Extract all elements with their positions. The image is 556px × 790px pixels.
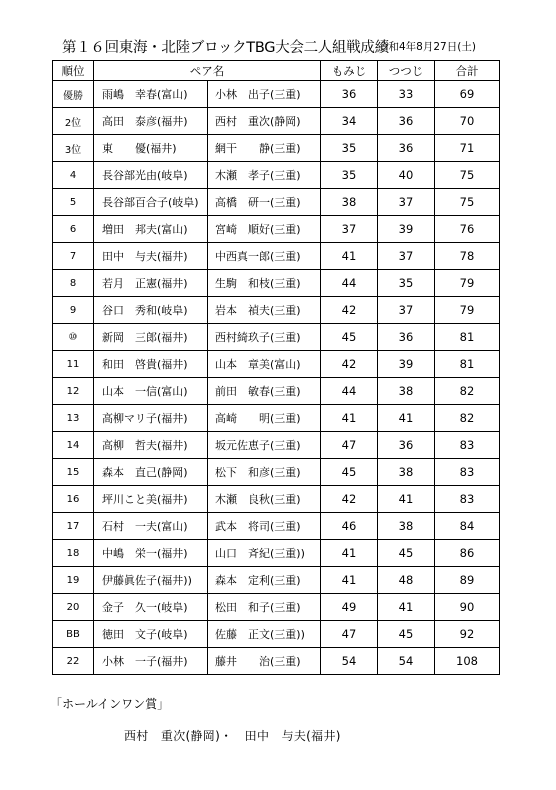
tsutsuji-score-cell: 39 [378, 351, 435, 378]
rank-cell: 19 [53, 567, 94, 594]
tsutsuji-score-cell: 45 [378, 540, 435, 567]
rank-cell: 優勝 [53, 81, 94, 108]
column-header-momiji: もみじ [321, 61, 378, 81]
rank-cell: BB [53, 621, 94, 648]
column-header-tsutsuji: つつじ [378, 61, 435, 81]
player1-cell: 高柳マリ子(福井) [94, 405, 208, 432]
rank-cell: 6 [53, 216, 94, 243]
momiji-score-cell: 34 [321, 108, 378, 135]
results-table [52, 60, 500, 675]
player2-cell: 網干 静(三重) [208, 135, 321, 162]
tsutsuji-score-cell: 40 [378, 162, 435, 189]
rank-cell: 9 [53, 297, 94, 324]
player1-cell: 増田 邦夫(富山) [94, 216, 208, 243]
player1-cell: 坪川こと美(福井) [94, 486, 208, 513]
player1-cell: 田中 与夫(福井) [94, 243, 208, 270]
table-row [53, 270, 500, 297]
table-row [53, 324, 500, 351]
player1-cell: 谷口 秀和(岐阜) [94, 297, 208, 324]
momiji-score-cell: 41 [321, 243, 378, 270]
player1-cell: 高柳 哲夫(福井) [94, 432, 208, 459]
rank-cell: 2位 [53, 108, 94, 135]
rank-cell: 16 [53, 486, 94, 513]
tsutsuji-score-cell: 41 [378, 486, 435, 513]
player2-cell: 岩本 禎夫(三重) [208, 297, 321, 324]
title-row [52, 36, 502, 54]
rank-cell: 7 [53, 243, 94, 270]
table-row [53, 162, 500, 189]
player2-cell: 西村綺玖子(三重) [208, 324, 321, 351]
momiji-score-cell: 44 [321, 378, 378, 405]
player1-cell: 小林 一子(福井) [94, 648, 208, 675]
total-score-cell: 108 [435, 648, 500, 675]
rank-cell: 12 [53, 378, 94, 405]
total-score-cell: 81 [435, 351, 500, 378]
player1-cell: 新岡 三郎(福井) [94, 324, 208, 351]
event-date: 令和4年8月27日(土) [378, 41, 476, 53]
total-score-cell: 89 [435, 567, 500, 594]
momiji-score-cell: 35 [321, 162, 378, 189]
momiji-score-cell: 44 [321, 270, 378, 297]
rank-cell: ⑩ [53, 324, 94, 351]
player1-cell: 長谷部光由(岐阜) [94, 162, 208, 189]
rank-cell: 18 [53, 540, 94, 567]
momiji-score-cell: 42 [321, 297, 378, 324]
total-score-cell: 79 [435, 297, 500, 324]
table-row [53, 297, 500, 324]
player2-cell: 松田 和子(三重) [208, 594, 321, 621]
table-row [53, 135, 500, 162]
player1-cell: 中嶋 栄一(福井) [94, 540, 208, 567]
tsutsuji-score-cell: 36 [378, 432, 435, 459]
hole-in-one-heading: 「ホールインワン賞」 [50, 697, 170, 711]
player2-cell: 坂元佐恵子(三重) [208, 432, 321, 459]
table-row [53, 486, 500, 513]
rank-cell: 15 [53, 459, 94, 486]
rank-cell: 5 [53, 189, 94, 216]
momiji-score-cell: 45 [321, 324, 378, 351]
player1-cell: 雨嶋 幸春(富山) [94, 81, 208, 108]
table-row [53, 432, 500, 459]
player2-cell: 山本 章美(富山) [208, 351, 321, 378]
tsutsuji-score-cell: 36 [378, 108, 435, 135]
player1-cell: 和田 啓貴(福井) [94, 351, 208, 378]
momiji-score-cell: 46 [321, 513, 378, 540]
tsutsuji-score-cell: 35 [378, 270, 435, 297]
tsutsuji-score-cell: 45 [378, 621, 435, 648]
rank-cell: 8 [53, 270, 94, 297]
table-row [53, 621, 500, 648]
total-score-cell: 78 [435, 243, 500, 270]
column-header-total: 合計 [435, 61, 500, 81]
total-score-cell: 84 [435, 513, 500, 540]
momiji-score-cell: 41 [321, 567, 378, 594]
tsutsuji-score-cell: 36 [378, 135, 435, 162]
table-row [53, 81, 500, 108]
table-row [53, 243, 500, 270]
rank-cell: 22 [53, 648, 94, 675]
table-row [53, 216, 500, 243]
total-score-cell: 81 [435, 324, 500, 351]
tsutsuji-score-cell: 41 [378, 594, 435, 621]
momiji-score-cell: 47 [321, 432, 378, 459]
table-row [53, 594, 500, 621]
total-score-cell: 69 [435, 81, 500, 108]
player1-cell: 山本 一信(富山) [94, 378, 208, 405]
player1-cell: 石村 一夫(富山) [94, 513, 208, 540]
table-row [53, 108, 500, 135]
table-row [53, 540, 500, 567]
rank-cell: 4 [53, 162, 94, 189]
page-title: 第１６回東海・北陸ブロックTBG大会二人組戦成績 [62, 40, 389, 56]
table-row [53, 513, 500, 540]
player2-cell: 高橋 研一(三重) [208, 189, 321, 216]
table-row [53, 648, 500, 675]
tsutsuji-score-cell: 37 [378, 189, 435, 216]
momiji-score-cell: 41 [321, 405, 378, 432]
total-score-cell: 83 [435, 486, 500, 513]
momiji-score-cell: 42 [321, 486, 378, 513]
player2-cell: 小林 出子(三重) [208, 81, 321, 108]
player2-cell: 前田 敏春(三重) [208, 378, 321, 405]
rank-cell: 3位 [53, 135, 94, 162]
player1-cell: 高田 泰彦(福井) [94, 108, 208, 135]
player2-cell: 佐藤 正文(三重)) [208, 621, 321, 648]
total-score-cell: 76 [435, 216, 500, 243]
player2-cell: 木瀬 孝子(三重) [208, 162, 321, 189]
player2-cell: 木瀬 良秋(三重) [208, 486, 321, 513]
total-score-cell: 90 [435, 594, 500, 621]
tsutsuji-score-cell: 48 [378, 567, 435, 594]
tsutsuji-score-cell: 38 [378, 513, 435, 540]
total-score-cell: 92 [435, 621, 500, 648]
player2-cell: 中西真一郎(三重) [208, 243, 321, 270]
table-row [53, 459, 500, 486]
momiji-score-cell: 41 [321, 540, 378, 567]
tsutsuji-score-cell: 33 [378, 81, 435, 108]
rank-cell: 14 [53, 432, 94, 459]
player1-cell: 金子 久一(岐阜) [94, 594, 208, 621]
momiji-score-cell: 38 [321, 189, 378, 216]
rank-cell: 20 [53, 594, 94, 621]
rank-cell: 11 [53, 351, 94, 378]
rank-cell: 17 [53, 513, 94, 540]
momiji-score-cell: 42 [321, 351, 378, 378]
player1-cell: 伊藤眞佐子(福井)) [94, 567, 208, 594]
total-score-cell: 75 [435, 189, 500, 216]
tsutsuji-score-cell: 38 [378, 378, 435, 405]
momiji-score-cell: 49 [321, 594, 378, 621]
player2-cell: 生駒 和枝(三重) [208, 270, 321, 297]
tsutsuji-score-cell: 38 [378, 459, 435, 486]
table-row [53, 351, 500, 378]
player2-cell: 宮崎 順好(三重) [208, 216, 321, 243]
table-row [53, 378, 500, 405]
player1-cell: 森本 直己(静岡) [94, 459, 208, 486]
player2-cell: 松下 和彦(三重) [208, 459, 321, 486]
player2-cell: 高崎 明(三重) [208, 405, 321, 432]
rank-cell: 13 [53, 405, 94, 432]
tsutsuji-score-cell: 41 [378, 405, 435, 432]
player1-cell: 徳田 文子(岐阜) [94, 621, 208, 648]
player1-cell: 東 優(福井) [94, 135, 208, 162]
hole-in-one-winners: 西村 重次(静岡)・ 田中 与夫(福井) [124, 729, 341, 743]
tsutsuji-score-cell: 37 [378, 297, 435, 324]
player1-cell: 若月 正憲(福井) [94, 270, 208, 297]
tsutsuji-score-cell: 36 [378, 324, 435, 351]
total-score-cell: 83 [435, 459, 500, 486]
momiji-score-cell: 45 [321, 459, 378, 486]
player2-cell: 森本 定利(三重) [208, 567, 321, 594]
table-row [53, 189, 500, 216]
tsutsuji-score-cell: 39 [378, 216, 435, 243]
player2-cell: 武本 将司(三重) [208, 513, 321, 540]
tsutsuji-score-cell: 37 [378, 243, 435, 270]
total-score-cell: 75 [435, 162, 500, 189]
total-score-cell: 79 [435, 270, 500, 297]
tsutsuji-score-cell: 54 [378, 648, 435, 675]
column-header-pair: ペア名 [94, 61, 321, 81]
player2-cell: 藤井 治(三重) [208, 648, 321, 675]
total-score-cell: 70 [435, 108, 500, 135]
table-header-row [53, 61, 500, 81]
player1-cell: 長谷部百合子(岐阜) [94, 189, 208, 216]
table-row [53, 567, 500, 594]
total-score-cell: 71 [435, 135, 500, 162]
momiji-score-cell: 37 [321, 216, 378, 243]
column-header-rank: 順位 [53, 61, 94, 81]
table-row [53, 405, 500, 432]
total-score-cell: 83 [435, 432, 500, 459]
player2-cell: 山口 斉紀(三重)) [208, 540, 321, 567]
momiji-score-cell: 47 [321, 621, 378, 648]
total-score-cell: 86 [435, 540, 500, 567]
momiji-score-cell: 35 [321, 135, 378, 162]
momiji-score-cell: 54 [321, 648, 378, 675]
player2-cell: 西村 重次(静岡) [208, 108, 321, 135]
total-score-cell: 82 [435, 378, 500, 405]
total-score-cell: 82 [435, 405, 500, 432]
momiji-score-cell: 36 [321, 81, 378, 108]
